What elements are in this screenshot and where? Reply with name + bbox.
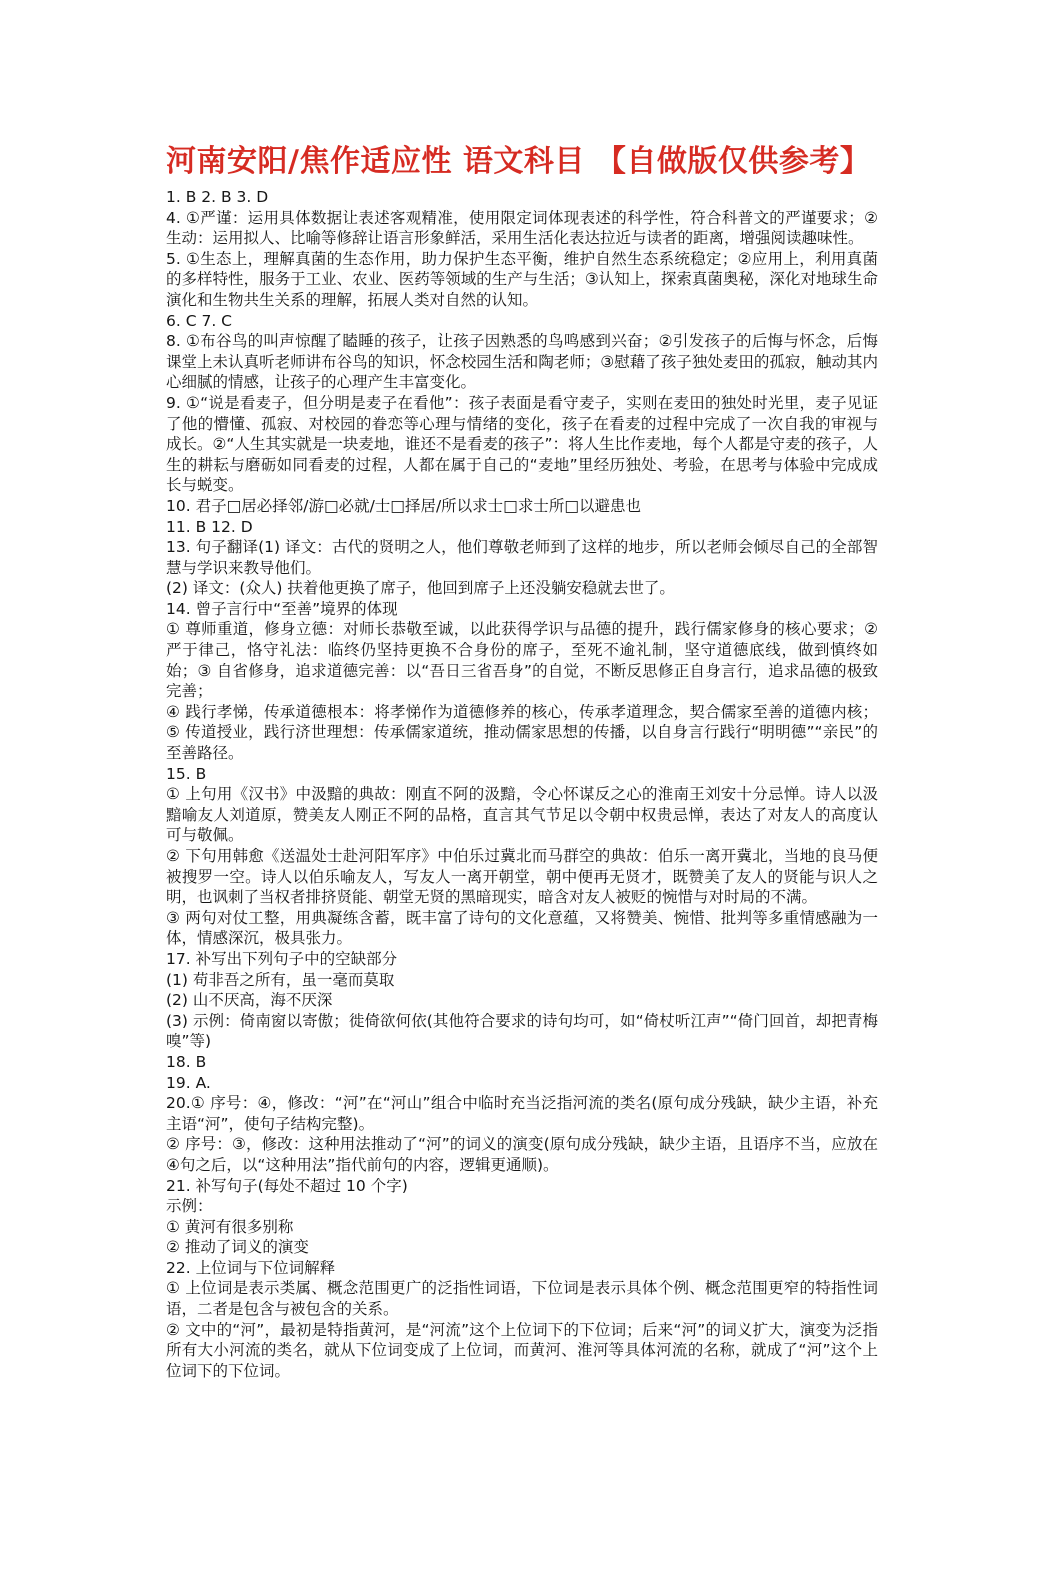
document-title: 河南安阳/焦作适应性 语文科目 【自做版仅供参考】: [166, 144, 871, 179]
answer-line: 11. B 12. D: [166, 517, 253, 536]
answer-line: 21. 补写句子(每处不超过 10 个字): [166, 1176, 408, 1195]
answer-line: (2) 山不厌高，海不厌深: [166, 991, 333, 1010]
answer-line: ① 黄河有很多别称: [166, 1217, 294, 1236]
answer-line: 示例：: [166, 1197, 213, 1216]
answer-line: 18. B: [166, 1052, 207, 1071]
answer-line: 6. C 7. C: [166, 311, 233, 330]
answer-line: ② 下句用韩愈《送温处士赴河阳军序》中伯乐过冀北而马群空的典故：伯乐一离开冀北，当地的良马便被搜罗一空。诗人以伯乐喻友人，写友人一离开朝堂，朝中便再无贤才，既赞美了友人的贤能与识人之明，也讽刺了当权者排挤贤能、朝堂无贤的黑暗现实，暗含对友人被贬的惋惜与对时局的不满。: [166, 847, 878, 907]
answer-line: 20.① 序号：④，修改：“河”在“河山”组合中临时充当泛指河流的类名(原句成分残缺，缺少主语，补充主语“河”，使句子结构完整)。: [166, 1094, 878, 1133]
answer-line: 15. B: [166, 764, 207, 783]
answer-line: (1) 苟非吾之所有，虽一毫而莫取: [166, 970, 395, 989]
answer-line: ① 上句用《汉书》中汲黯的典故：刚直不阿的汲黯，令心怀谋反之心的淮南王刘安十分忌惮。诗人以汲黯喻友人刘道原，赞美友人刚正不阿的品格，直言其气节足以令朝中权贵忌惮，表达了对友人的高度认可与敬佩。: [166, 785, 878, 845]
answer-line: ② 序号：③，修改：这种用法推动了“河”的词义的演变(原句成分残缺，缺少主语，且语序不当，应放在④句之后，以“这种用法”指代前句的内容，逻辑更通顺)。: [166, 1135, 878, 1174]
answer-line: ③ 两句对仗工整，用典凝练含蓄，既丰富了诗句的文化意蕴，又将赞美、惋惜、批判等多重情感融为一体，情感深沉，极具张力。: [166, 908, 878, 948]
answer-line: ④ 践行孝悌，传承道德根本：将孝悌作为道德修养的核心，传承孝道理念，契合儒家至善的道德内核；⑤ 传道授业，践行济世理想：传承儒家道统，推动儒家思想的传播，以自身言行践行“明明德”“亲民”的至善路径。: [166, 702, 878, 763]
answer-line: ① 上位词是表示类属、概念范围更广的泛指性词语，下位词是表示具体个例、概念范围更窄的特指性词语，二者是包含与被包含的关系。: [166, 1279, 878, 1319]
answer-line: ② 推动了词义的演变: [166, 1238, 309, 1257]
answer-line: 10. 君子□居必择邻/游□必就/士□择居/所以求士□求士所□以避患也: [166, 496, 641, 515]
answer-line: 8. ①布谷鸟的叫声惊醒了瞌睡的孩子，让孩子因熟悉的鸟鸣感到兴奋；②引发孩子的后悔与怀念，后悔课堂上未认真听老师讲布谷鸟的知识，怀念校园生活和陶老师；③慰藉了孩子独处麦田的孤寂，触动其内心细腻的情感，让孩子的心理产生丰富变化。: [166, 332, 878, 392]
answer-line: 5. ①生态上，理解真菌的生态作用，助力保护生态平衡，维护自然生态系统稳定；②应用上，利用真菌的多样特性，服务于工业、农业、医药等领域的生产与生活；③认知上，探索真菌奥秘，深化对地球生命演化和生物共生关系的理解，拓展人类对自然的认知。: [166, 249, 878, 309]
answer-line: (2) 译文：(众人) 扶着他更换了席子，他回到席子上还没躺安稳就去世了。: [166, 579, 675, 598]
answer-line: 14. 曾子言行中“至善”境界的体现: [166, 599, 398, 618]
answer-line: 9. ①“说是看麦子，但分明是麦子在看他”：孩子表面是看守麦子，实则在麦田的独处时光里，麦子见证了他的懵懂、孤寂、对校园的眷恋等心理与情绪的变化，孩子在看麦的过程中完成了一次自我的审视与成长。②“人生其实就是一块麦地，谁还不是看麦的孩子”：将人生比作麦地，每个人都是守麦的孩子，人生的耕耘与磨砺如同看麦的过程，人都在属于自己的“麦地”里经历独处、考验，在思考与体验中完成成长与蜕变。: [166, 393, 878, 495]
answer-content: [166, 187, 878, 1381]
answer-line: 1. B 2. B 3. D: [166, 188, 269, 206]
answer-line: 22. 上位词与下位词解释: [166, 1258, 336, 1277]
answer-line: (3) 示例：倚南窗以寄傲；徙倚欲何依(其他符合要求的诗句均可，如“倚杖听江声”“倚门回首，却把青梅嗅”等): [166, 1011, 878, 1051]
answer-line: 13. 句子翻译(1) 译文：古代的贤明之人，他们尊敬老师到了这样的地步，所以老师会倾尽自己的全部智慧与学识来教导他们。: [166, 538, 878, 577]
answer-line: 19. A.: [166, 1073, 211, 1092]
answer-line: 4. ①严谨：运用具体数据让表述客观精准，使用限定词体现表述的科学性，符合科普文的严谨要求；②生动：运用拟人、比喻等修辞让语言形象鲜活，采用生活化表达拉近与读者的距离，增强阅读趣味性。: [166, 208, 878, 248]
answer-line: ① 尊师重道，修身立德：对师长恭敬至诚，以此获得学识与品德的提升，践行儒家修身的核心要求；② 严于律己，恪守礼法：临终仍坚持更换不合身份的席子，至死不逾礼制，坚守道德底线，做到慎终如始；③ 自省修身，追求道德完善：以“吾日三省吾身”的自觉，不断反思修正自身言行，追求品德的极致完善；: [166, 620, 878, 701]
answer-line: ② 文中的“河”，最初是特指黄河，是“河流”这个上位词下的下位词；后来“河”的词义扩大，演变为泛指所有大小河流的类名，就从下位词变成了上位词，而黄河、淮河等具体河流的名称，就成了“河”这个上位词下的下位词。: [166, 1320, 878, 1380]
answer-line: 17. 补写出下列句子中的空缺部分: [166, 949, 398, 968]
